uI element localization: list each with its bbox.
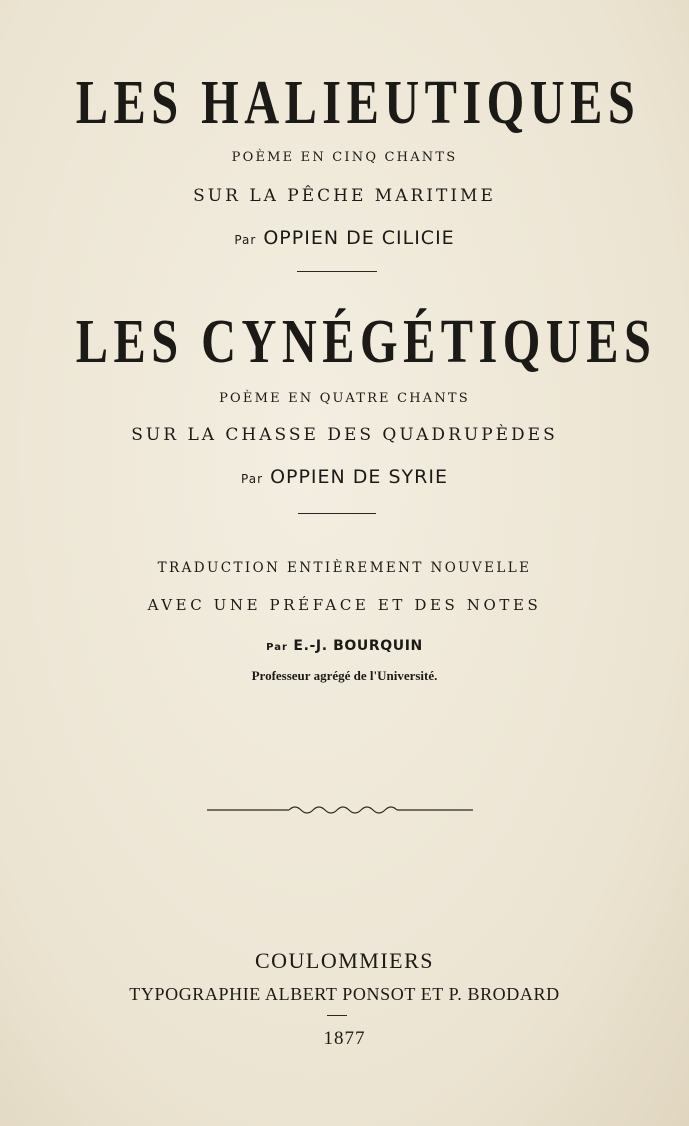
subtitle-cynegetiques-subject: SUR LA CHASSE DES QUADRUPÈDES (131, 425, 558, 445)
publication-year: 1877 (323, 1028, 366, 1049)
author-halieutiques (0, 227, 689, 249)
author-name: OPPIEN DE CILICIE (263, 227, 455, 249)
translator-title: Professeur agrégé de l'Université. (251, 668, 438, 683)
translator (0, 638, 689, 654)
ornament-rule (207, 800, 473, 820)
divider-rule (298, 513, 376, 514)
subtitle-cynegetiques-chants: POÈME EN QUATRE CHANTS (219, 391, 470, 406)
short-rule (327, 1015, 347, 1016)
title-halieutiques: LES HALIEUTIQUES (75, 69, 641, 137)
preface-note: AVEC UNE PRÉFACE ET DES NOTES (147, 596, 542, 614)
printer: TYPOGRAPHIE ALBERT PONSOT ET P. BRODARD (129, 984, 560, 1004)
author-par-label: Par (241, 472, 264, 486)
translation-note: TRADUCTION ENTIÈREMENT NOUVELLE (157, 560, 532, 576)
subtitle-halieutiques-subject: SUR LA PÊCHE MARITIME (193, 186, 496, 206)
author-name: OPPIEN DE SYRIE (270, 466, 448, 488)
divider-rule (297, 271, 377, 272)
translator-par-label: Par (266, 642, 288, 653)
subtitle-halieutiques-chants: POÈME EN CINQ CHANTS (231, 150, 458, 165)
city: COULOMMIERS (254, 948, 435, 973)
translator-name: E.-J. BOURQUIN (293, 638, 423, 654)
author-cynegetiques (0, 466, 689, 488)
author-par-label: Par (234, 233, 257, 247)
title-cynegetiques: LES CYNÉGÉTIQUES (75, 308, 657, 376)
